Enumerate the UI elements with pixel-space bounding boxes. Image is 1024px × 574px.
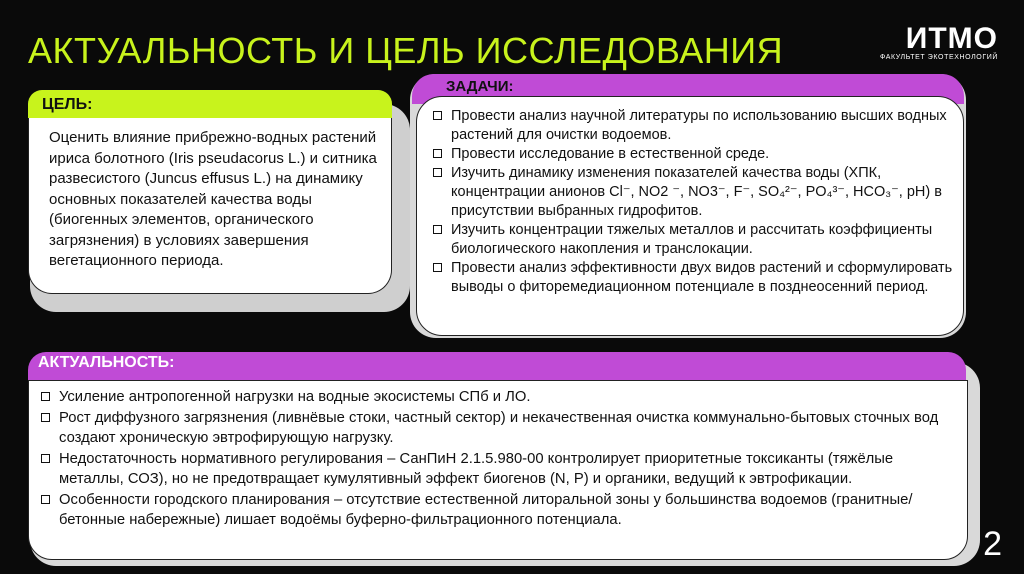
relevance-list bbox=[39, 387, 951, 531]
list-item bbox=[431, 145, 957, 164]
task-text: Изучить концентрации тяжелых металлов и рассчитать коэффициенты биологического накопления и транслокации. bbox=[451, 222, 933, 257]
relevance-text: Рост диффузного загрязнения (ливнёвые стоки, частный сектор) и некачественная очистка коммунально-бытовых сточных вод создают хроническую эвтрофирующую нагрузку. bbox=[59, 409, 939, 446]
checkbox-bullet-icon bbox=[433, 111, 442, 120]
relevance-card bbox=[28, 380, 968, 560]
checkbox-bullet-icon bbox=[41, 495, 50, 504]
list-item bbox=[39, 408, 951, 449]
itmo-logo bbox=[880, 22, 998, 61]
goal-card bbox=[28, 118, 392, 294]
list-item bbox=[431, 164, 957, 221]
task-text: Провести исследование в естественной среде. bbox=[451, 146, 770, 162]
page-number: 2 bbox=[983, 525, 1002, 563]
task-text: Изучить динамику изменения показателей качества воды (ХПК, концентрации анионов Cl⁻, NO2 ⁻, NO3⁻, F⁻, SO₄²⁻, PO₄³⁻, HCO₃⁻, pH) в присутствии выбранных гидрофитов. bbox=[451, 165, 942, 219]
logo-mark: ИTMO bbox=[905, 22, 998, 55]
goal-text: Оценить влияние прибрежно-водных растений ириса болотного (Iris pseudacorus L.) и ситника развесистого (Juncus effusus L.) на динамику основных показателей качества воды (биогенных элементов, органического загрязнения) в условиях завершения вегетационного периода. bbox=[49, 129, 377, 269]
relevance-text: Усиление антропогенной нагрузки на водные экосистемы СПб и ЛО. bbox=[59, 389, 531, 405]
logo-subtitle: ФАКУЛЬТЕТ ЭКОТЕХНОЛОГИЙ bbox=[879, 54, 998, 61]
tasks-label: ЗАДАЧИ: bbox=[446, 78, 514, 95]
goal-label: ЦЕЛЬ: bbox=[28, 90, 392, 124]
list-item bbox=[39, 490, 951, 531]
tasks-card bbox=[416, 96, 964, 336]
list-item bbox=[39, 387, 951, 408]
checkbox-bullet-icon bbox=[433, 149, 442, 158]
list-item bbox=[431, 107, 957, 145]
checkbox-bullet-icon bbox=[433, 225, 442, 234]
list-item bbox=[431, 259, 957, 297]
list-item bbox=[39, 449, 951, 490]
checkbox-bullet-icon bbox=[433, 263, 442, 272]
relevance-label: АКТУАЛЬНОСТЬ: bbox=[38, 354, 175, 371]
checkbox-bullet-icon bbox=[41, 392, 50, 401]
checkbox-bullet-icon bbox=[41, 454, 50, 463]
slide-title: АКТУАЛЬНОСТЬ И ЦЕЛЬ ИССЛЕДОВАНИЯ bbox=[28, 30, 784, 71]
list-item bbox=[431, 221, 957, 259]
checkbox-bullet-icon bbox=[433, 168, 442, 177]
checkbox-bullet-icon bbox=[41, 413, 50, 422]
tasks-list bbox=[431, 107, 957, 297]
relevance-text: Недостаточность нормативного регулирования – СанПиН 2.1.5.980-00 контролирует приоритетные токсиканты (тяжёлые металлы, СОЗ), но не предотвращает кумулятивный эффект биогенов (N, P) и органики, ведущий к эвтрофикации. bbox=[59, 450, 894, 487]
task-text: Провести анализ эффективности двух видов растений и сформулировать выводы о фиторемедиационном потенциале в позднеосенний период. bbox=[451, 260, 953, 295]
task-text: Провести анализ научной литературы по использованию высших водных растений для очистки водоемов. bbox=[451, 108, 947, 143]
relevance-text: Особенности городского планирования – отсутствие естественной литоральной зоны у большинства водоемов (гранитные/бетонные набережные) лишает водоёмы буферно-фильтрационного потенциала. bbox=[59, 491, 913, 528]
